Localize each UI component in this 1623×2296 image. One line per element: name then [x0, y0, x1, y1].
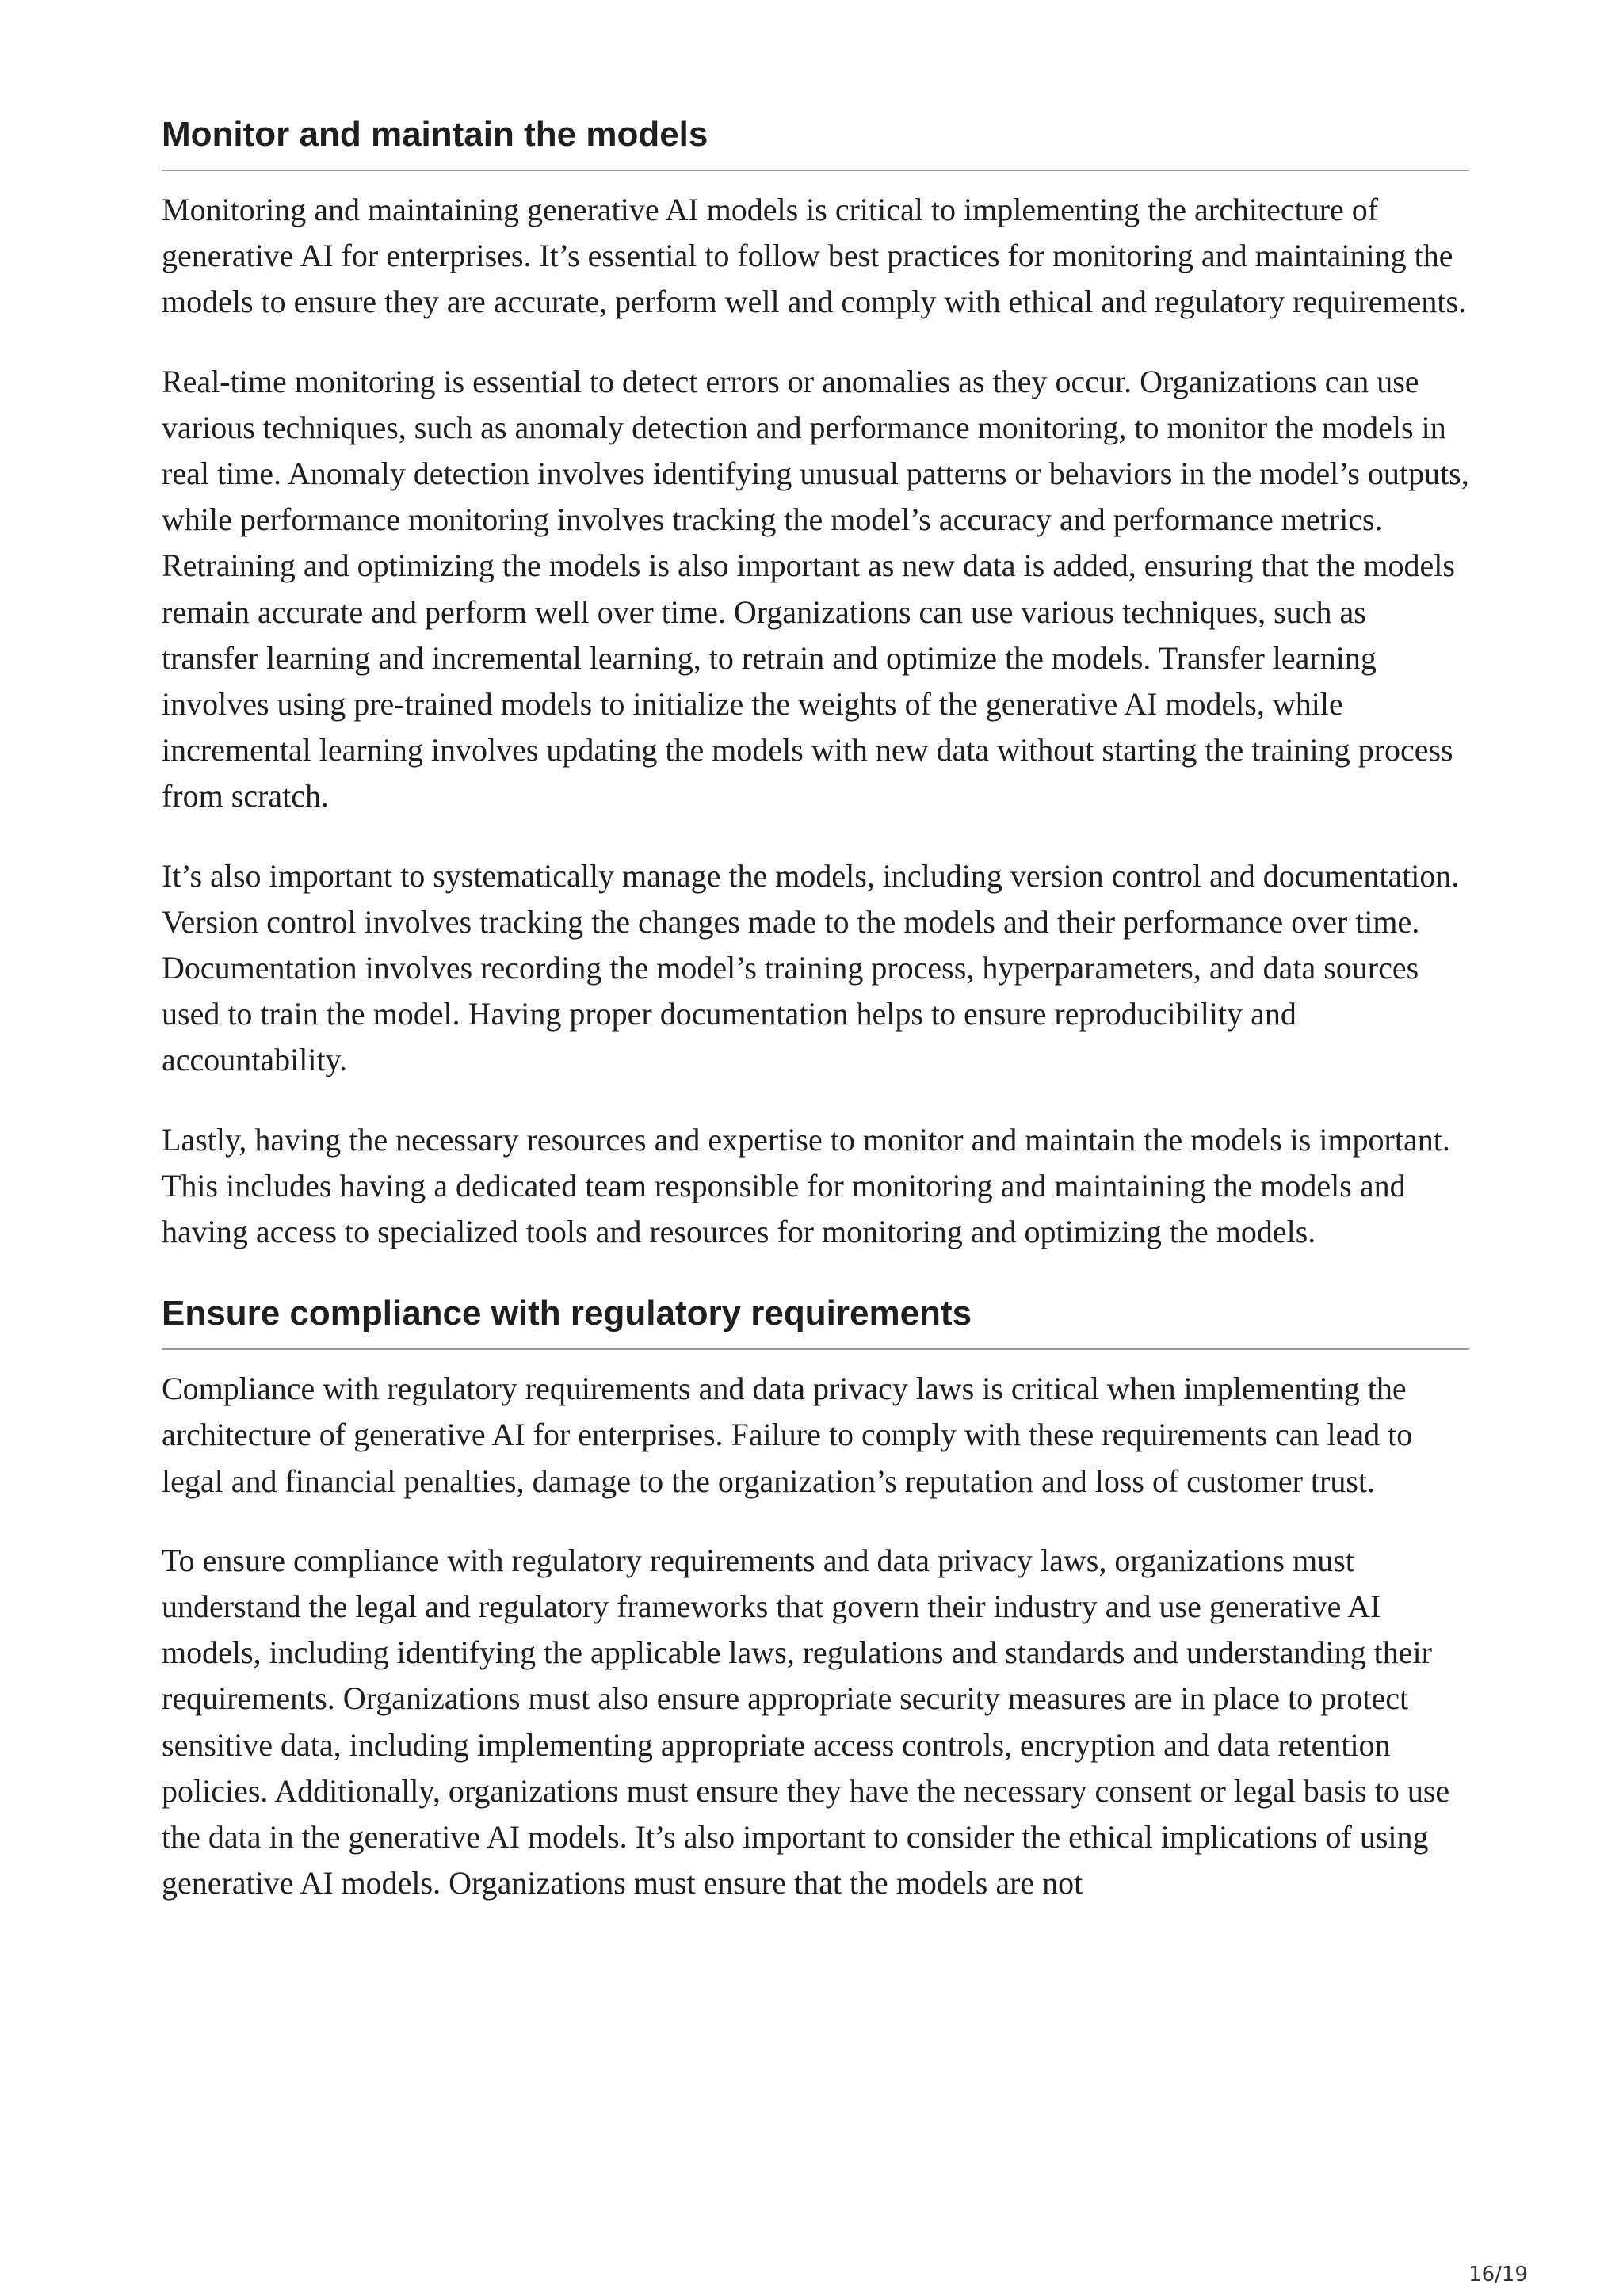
paragraph: It’s also important to systematically manage the models, including version control and documentation. Version control involves tracking the changes made to the models and their performance over time. Documentation involves recording the model’s training process, hyperparameters, and data sources used to train the model. Having proper documentation helps to ensure reproducibility and accountability.: [162, 857, 1460, 1078]
paragraph: Real-time monitoring is essential to detect errors or anomalies as they occur. Organizations can use various techniques, such as anomaly detection and performance monitoring, to monitor the models in real time. Anomaly detection involves identifying unusual patterns or behaviors in the model’s outputs, while performance monitoring involves tracking the model’s accuracy and performance metrics. Retraining and optimizing the models is also important as new data is added, ensuring that the models remain accurate and perform well over time. Organizations can use various techniques, such as transfer learning and incremental learning, to retrain and optimize the models. Transfer learning involves using pre-trained models to initialize the weights of the generative AI models, while incremental learning involves updating the models with new data without starting the training process from scratch.: [162, 363, 1469, 814]
paragraph: To ensure compliance with regulatory requirements and data privacy laws, organizations must understand the legal and regulatory frameworks that govern their industry and use generative AI models, including identifying the applicable laws, regulations and standards and understanding their requirements. Organizations must also ensure appropriate security measures are in place to protect sensitive data, including implementing appropriate access controls, encryption and data retention policies. Additionally, organizations must ensure they have the necessary consent or legal basis to use the data in the generative AI models. It’s also important to consider the ethical implications of using generative AI models. Organizations must ensure that the models are not: [162, 1542, 1450, 1901]
section-heading: Monitor and maintain the models: [162, 111, 1469, 171]
paragraph: Monitoring and maintaining generative AI models is critical to implementing the architecture of generative AI for enterprises. It’s essential to follow best practices for monitoring and maintaining the models to ensure they are accurate, perform well and comply with ethical and regulatory requirements.: [162, 192, 1467, 320]
section-compliance: [162, 1290, 1469, 1906]
document-page: [162, 111, 1469, 1907]
paragraph: Lastly, having the necessary resources and expertise to monitor and maintain the models is important. This includes having a dedicated team responsible for monitoring and maintaining the models and having access to specialized tools and resources for monitoring and optimizing the models.: [162, 1121, 1450, 1250]
page-number: 16/19: [1468, 2263, 1528, 2286]
section-heading: Ensure compliance with regulatory requirements: [162, 1290, 1469, 1350]
paragraph: Compliance with regulatory requirements and data privacy laws is critical when implementing the architecture of generative AI for enterprises. Failure to comply with these requirements can lead to legal and financial penalties, damage to the organization’s reputation and loss of customer trust.: [162, 1371, 1413, 1499]
section-monitor-maintain: [162, 111, 1469, 1255]
